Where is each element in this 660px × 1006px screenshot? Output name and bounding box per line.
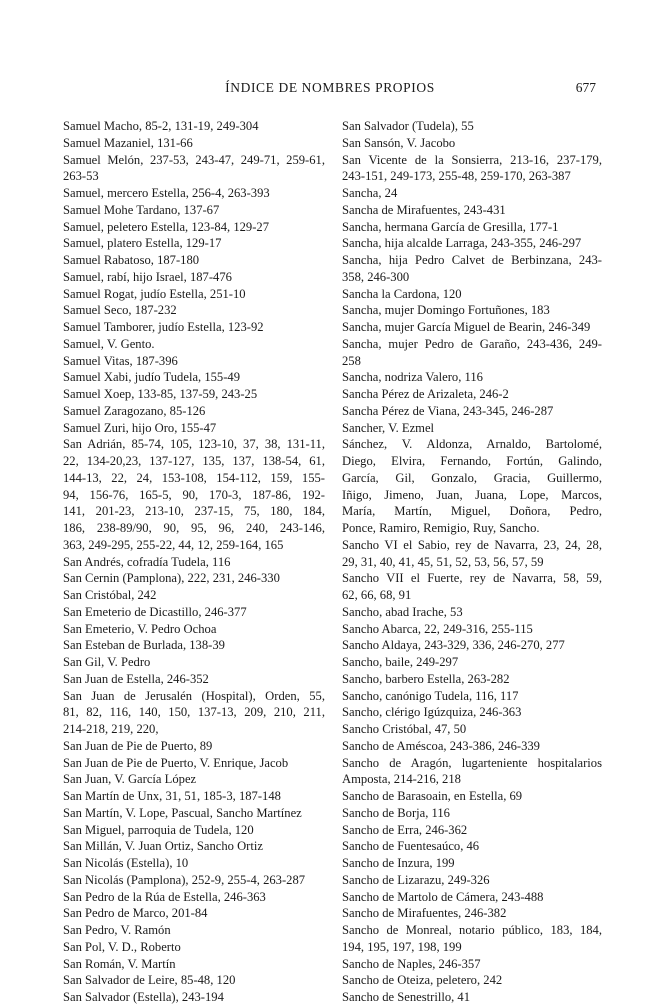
index-entry bbox=[342, 822, 602, 839]
index-entry bbox=[63, 554, 325, 571]
index-entry bbox=[342, 369, 602, 386]
index-entry-line: Samuel, mercero Estella, 256-4, 263-393 bbox=[63, 186, 270, 200]
index-entry bbox=[342, 855, 602, 872]
index-entry-line: Sancho VII el Fuerte, rey de Navarra, 58, 59, bbox=[342, 571, 602, 586]
index-entry bbox=[342, 319, 602, 336]
index-entry-line: Samuel Rabatoso, 187-180 bbox=[63, 253, 200, 267]
index-entry bbox=[63, 922, 325, 939]
index-entry bbox=[342, 704, 602, 721]
index-entry-line: Sancho de Mirafuentes, 246-382 bbox=[342, 906, 507, 921]
index-entry-line: 263-53 bbox=[63, 169, 99, 184]
index-entry bbox=[342, 185, 602, 202]
index-entry-line: 243-151, 249-173, 255-48, 259-170, 263-387 bbox=[342, 169, 571, 184]
running-title: ÍNDICE DE NOMBRES PROPIOS bbox=[225, 80, 435, 95]
index-entry-line: Sancher, V. Ezmel bbox=[342, 420, 435, 435]
index-entry-line: Sancho de Oteiza, peletero, 242 bbox=[342, 973, 503, 988]
index-entry bbox=[63, 369, 325, 386]
index-entry bbox=[342, 671, 602, 688]
index-entry-line: San Martín, V. Lope, Pascual, Sancho Martínez bbox=[63, 805, 302, 820]
index-entry bbox=[63, 286, 325, 303]
index-entry-line: 214-218, 219, 220, bbox=[63, 722, 159, 736]
index-entry bbox=[342, 336, 602, 370]
index-entry-line: 363, 249-295, 255-22, 44, 12, 259-164, 165 bbox=[63, 537, 284, 552]
index-entry-line: Sancha, mujer Pedro de Garaño, 243-436, 249- bbox=[342, 336, 602, 351]
index-entry-line: Samuel Seco, 187-232 bbox=[63, 303, 177, 318]
index-entry bbox=[342, 235, 602, 252]
index-entry bbox=[63, 755, 325, 772]
index-entry-line: San Emeterio de Dicastillo, 246-377 bbox=[63, 604, 247, 619]
index-entry-line: Samuel Macho, 85-2, 131-19, 249-304 bbox=[63, 119, 259, 133]
index-entry bbox=[342, 922, 602, 956]
index-entry bbox=[342, 152, 602, 186]
page-number: 677 bbox=[575, 80, 596, 95]
index-entry-line: Sancha, nodriza Valero, 116 bbox=[342, 370, 483, 385]
index-entry-line: Iñigo, Jimeno, Juan, Juana, Lope, Marcos, bbox=[342, 487, 602, 502]
index-entry-line: 141, 201-23, 213-10, 237-15, 75, 180, 184, bbox=[63, 504, 325, 519]
index-entry-line: Sancha, mujer Domingo Fortuñones, 183 bbox=[342, 303, 550, 318]
index-entry-line: San Andrés, cofradía Tudela, 116 bbox=[63, 554, 231, 569]
index-entry-line: Sancho de Erra, 246-362 bbox=[342, 822, 468, 837]
index-entry bbox=[63, 319, 325, 336]
index-entry bbox=[63, 972, 325, 989]
index-entry-line: San Cernin (Pamplona), 222, 231, 246-330 bbox=[63, 571, 280, 586]
index-entry bbox=[63, 252, 325, 269]
index-entry bbox=[63, 386, 325, 403]
index-entry-line: Sancha, 24 bbox=[342, 186, 398, 200]
index-entry-line: Sancho, clérigo Igúzquiza, 246-363 bbox=[342, 705, 522, 720]
index-entry-line: Samuel Xoep, 133-85, 137-59, 243-25 bbox=[63, 387, 258, 401]
index-entry-line: San Nicolás (Pamplona), 252-9, 255-4, 263-287 bbox=[63, 872, 306, 887]
index-entry-line: 94, 156-76, 165-5, 90, 170-3, 187-86, 192- bbox=[63, 487, 325, 502]
index-entry-line: Sancho, canónigo Tudela, 116, 117 bbox=[342, 688, 519, 703]
index-entry-line: Sancho de Améscoa, 243-386, 246-339 bbox=[342, 738, 540, 753]
index-entry bbox=[63, 302, 325, 319]
index-entry bbox=[342, 972, 602, 989]
index-entry-line: Sancho de Inzura, 199 bbox=[342, 856, 455, 870]
index-entry-line: Sancho de Lizarazu, 249-326 bbox=[342, 872, 490, 887]
index-entry bbox=[342, 989, 602, 1006]
index-entry bbox=[63, 637, 325, 654]
index-entry bbox=[63, 889, 325, 906]
index-entry bbox=[63, 336, 325, 353]
index-entry bbox=[63, 822, 325, 839]
index-entry-line: María, Martín, Miguel, Doñora, Pedro, bbox=[342, 504, 602, 519]
index-entry-line: Sancho Abarca, 22, 249-316, 255-115 bbox=[342, 621, 533, 636]
index-entry-line: Sancha, hermana García de Gresilla, 177-1 bbox=[342, 219, 559, 234]
index-entry bbox=[342, 755, 602, 789]
index-entry bbox=[63, 135, 325, 152]
index-entry-line: San Juan de Pie de Puerto, V. Enrique, Jacob bbox=[63, 755, 289, 770]
index-entry bbox=[342, 286, 602, 303]
index-entry-line: San Miguel, parroquia de Tudela, 120 bbox=[63, 822, 254, 837]
index-entry bbox=[63, 654, 325, 671]
index-entry-line: 81, 82, 116, 140, 150, 137-13, 209, 210, 211, bbox=[63, 705, 325, 720]
index-entry-line: Samuel Melón, 237-53, 243-47, 249-71, 259-61, bbox=[63, 152, 325, 167]
index-entry bbox=[63, 671, 325, 688]
index-entry bbox=[63, 989, 325, 1006]
index-entry-line: San Juan de Jerusalén (Hospital), Orden, 55, bbox=[63, 688, 325, 703]
index-entry bbox=[63, 838, 325, 855]
index-entry bbox=[63, 805, 325, 822]
index-entry bbox=[63, 219, 325, 236]
index-entry-line: San Adrián, 85-74, 105, 123-10, 37, 38, 131-11, bbox=[63, 437, 325, 452]
index-entry-line: San Juan, V. García López bbox=[63, 772, 197, 787]
index-entry bbox=[342, 688, 602, 705]
index-entry bbox=[342, 135, 602, 152]
index-entry-line: Sancho Aldaya, 243-329, 336, 246-270, 277 bbox=[342, 638, 565, 653]
index-entry-line: San Salvador de Leire, 85-48, 120 bbox=[63, 973, 236, 988]
index-entry-line: Samuel Tamborer, judío Estella, 123-92 bbox=[63, 320, 264, 334]
index-entry bbox=[63, 872, 325, 889]
index-entry-line: Samuel Rogat, judío Estella, 251-10 bbox=[63, 286, 246, 301]
index-entry bbox=[342, 738, 602, 755]
index-entry-line: Sancho de Fuentesaúco, 46 bbox=[342, 839, 480, 854]
index-entry-line: Sancho, barbero Estella, 263-282 bbox=[342, 671, 510, 686]
index-entry bbox=[342, 956, 602, 973]
index-entry-line: Sancha, hija alcalde Larraga, 243-355, 246-297 bbox=[342, 236, 582, 251]
index-entry-line: Sancho, baile, 249-297 bbox=[342, 655, 459, 669]
index-entry-line: Sancha Pérez de Viana, 243-345, 246-287 bbox=[342, 403, 554, 418]
index-entry-line: Sancho de Barasoain, en Estella, 69 bbox=[342, 789, 523, 803]
index-entry-line: Sánchez, V. Aldonza, Arnaldo, Bartolomé, bbox=[342, 437, 602, 452]
index-entry bbox=[63, 436, 325, 553]
index-entry-line: San Román, V. Martín bbox=[63, 956, 176, 971]
index-entry-line: Samuel, platero Estella, 129-17 bbox=[63, 236, 222, 251]
index-entry bbox=[342, 420, 602, 437]
index-entry bbox=[63, 855, 325, 872]
index-entry bbox=[63, 235, 325, 252]
running-head bbox=[0, 80, 660, 98]
index-entry-line: Amposta, 214-216, 218 bbox=[342, 772, 461, 787]
index-entry bbox=[63, 587, 325, 604]
index-entry-line: San Cristóbal, 242 bbox=[63, 588, 157, 602]
index-entry bbox=[63, 621, 325, 638]
index-entry-line: Ponce, Ramiro, Remigio, Ruy, Sancho. bbox=[342, 521, 540, 535]
index-entry bbox=[63, 788, 325, 805]
index-entry bbox=[342, 621, 602, 638]
index-entry bbox=[63, 185, 325, 202]
index-column-right bbox=[342, 118, 602, 1006]
index-entry-line: 22, 134-20,23, 137-127, 135, 137, 138-54, 61, bbox=[63, 454, 325, 468]
index-entry-line: Samuel Vitas, 187-396 bbox=[63, 353, 178, 368]
index-entry bbox=[342, 637, 602, 654]
index-entry-line: San Pedro de la Rúa de Estella, 246-363 bbox=[63, 889, 266, 904]
index-entry bbox=[342, 872, 602, 889]
index-entry-line: Diego, Elvira, Fernando, Fortún, Galindo, bbox=[342, 454, 602, 468]
index-entry bbox=[342, 118, 602, 135]
index-entry bbox=[63, 118, 325, 135]
index-entry-line: San Gil, V. Pedro bbox=[63, 655, 151, 669]
index-entry bbox=[63, 202, 325, 219]
index-entry bbox=[63, 403, 325, 420]
index-entry-line: San Juan de Estella, 246-352 bbox=[63, 671, 209, 686]
index-entry bbox=[63, 905, 325, 922]
index-entry-line: 186, 238-89/90, 90, 95, 96, 240, 243-146, bbox=[63, 521, 325, 535]
index-entry-line: 62, 66, 68, 91 bbox=[342, 588, 412, 602]
index-entry bbox=[342, 570, 602, 604]
index-entry-line: 258 bbox=[342, 353, 361, 368]
index-entry bbox=[63, 688, 325, 738]
index-entry bbox=[342, 838, 602, 855]
index-entry bbox=[342, 721, 602, 738]
index-entry-line: San Martín de Unx, 31, 51, 185-3, 187-148 bbox=[63, 789, 281, 803]
index-entry-line: San Salvador (Tudela), 55 bbox=[342, 119, 474, 133]
index-entry-line: 144-13, 22, 24, 153-108, 154-112, 159, 155- bbox=[63, 470, 325, 485]
index-entry-line: San Pedro de Marco, 201-84 bbox=[63, 906, 208, 921]
index-entry bbox=[342, 889, 602, 906]
index-entry bbox=[63, 353, 325, 370]
index-entry-line: Sancho de Senestrillo, 41 bbox=[342, 990, 471, 1004]
index-entry-line: Samuel Zaragozano, 85-126 bbox=[63, 403, 206, 418]
index-entry bbox=[342, 403, 602, 420]
index-entry-line: San Juan de Pie de Puerto, 89 bbox=[63, 738, 213, 753]
index-entry bbox=[342, 302, 602, 319]
index-entry bbox=[63, 939, 325, 956]
index-entry-line: Sancha Pérez de Arizaleta, 246-2 bbox=[342, 387, 509, 401]
index-entry bbox=[342, 537, 602, 571]
index-entry-line: 29, 31, 40, 41, 45, 51, 52, 53, 56, 57, 59 bbox=[342, 554, 544, 569]
index-entry-line: Sancho Cristóbal, 47, 50 bbox=[342, 722, 467, 736]
index-entry-line: Samuel Mazaniel, 131-66 bbox=[63, 135, 193, 150]
index-entry-line: Samuel, peletero Estella, 123-84, 129-27 bbox=[63, 219, 269, 234]
index-entry bbox=[63, 771, 325, 788]
index-entry bbox=[63, 738, 325, 755]
index-entry-line: San Millán, V. Juan Ortiz, Sancho Ortiz bbox=[63, 839, 263, 854]
index-entry-line: San Pol, V. D., Roberto bbox=[63, 939, 181, 954]
index-entry bbox=[342, 788, 602, 805]
index-entry-line: Sancha, hija Pedro Calvet de Berbinzana, 243- bbox=[342, 253, 602, 267]
index-entry-line: Sancho de Borja, 116 bbox=[342, 805, 450, 820]
index-entry-line: San Emeterio, V. Pedro Ochoa bbox=[63, 621, 217, 636]
index-entry bbox=[342, 604, 602, 621]
index-entry bbox=[342, 436, 602, 537]
index-entry-line: Sancho de Martolo de Cámera, 243-488 bbox=[342, 889, 544, 904]
index-entry-line: San Esteban de Burlada, 138-39 bbox=[63, 638, 225, 653]
index-entry-line: Samuel, rabí, hijo Israel, 187-476 bbox=[63, 269, 232, 284]
index-entry-line: Sancha la Cardona, 120 bbox=[342, 286, 462, 301]
index-entry bbox=[63, 152, 325, 186]
index-entry bbox=[63, 604, 325, 621]
index-entry-line: San Pedro, V. Ramón bbox=[63, 923, 171, 937]
index-entry-line: Samuel Xabi, judío Tudela, 155-49 bbox=[63, 370, 241, 385]
index-entry-line: San Salvador (Estella), 243-194 bbox=[63, 990, 224, 1004]
index-entry-line: San Sansón, V. Jacobo bbox=[342, 135, 456, 150]
index-entry bbox=[342, 905, 602, 922]
index-entry-line: San Vicente de la Sonsierra, 213-16, 237-179, bbox=[342, 152, 602, 167]
index-entry-line: Samuel, V. Gento. bbox=[63, 336, 155, 351]
index-entry-line: Samuel Zuri, hijo Oro, 155-47 bbox=[63, 420, 217, 435]
index-entry-line: Sancha de Mirafuentes, 243-431 bbox=[342, 202, 506, 217]
index-entry-line: Sancho VI el Sabio, rey de Navarra, 23, 24, 28, bbox=[342, 537, 602, 552]
index-entry-line: Sancho, abad Irache, 53 bbox=[342, 604, 463, 619]
index-entry bbox=[342, 386, 602, 403]
index-entry bbox=[342, 202, 602, 219]
index-entry bbox=[342, 252, 602, 286]
index-entry bbox=[342, 219, 602, 236]
index-entry bbox=[342, 805, 602, 822]
index-entry bbox=[63, 269, 325, 286]
index-entry-line: Sancho de Naples, 246-357 bbox=[342, 956, 481, 971]
index-entry-line: Sancho de Monreal, notario público, 183, 184, bbox=[342, 923, 602, 937]
index-entry-line: Samuel Mohe Tardano, 137-67 bbox=[63, 202, 220, 217]
index-entry bbox=[342, 654, 602, 671]
index-entry bbox=[63, 956, 325, 973]
index-entry-line: San Nicolás (Estella), 10 bbox=[63, 856, 189, 870]
index-entry-line: García, Gil, Gonzalo, Gracia, Guillermo, bbox=[342, 470, 602, 485]
index-entry-line: Sancha, mujer García Miguel de Bearin, 246-349 bbox=[342, 320, 591, 334]
index-entry-line: 358, 246-300 bbox=[342, 269, 410, 284]
index-entry bbox=[63, 420, 325, 437]
index-entry bbox=[63, 570, 325, 587]
index-column-left bbox=[63, 118, 325, 1006]
index-entry-line: 194, 195, 197, 198, 199 bbox=[342, 939, 462, 954]
index-entry-line: Sancho de Aragón, lugarteniente hospitalarios bbox=[342, 755, 602, 770]
